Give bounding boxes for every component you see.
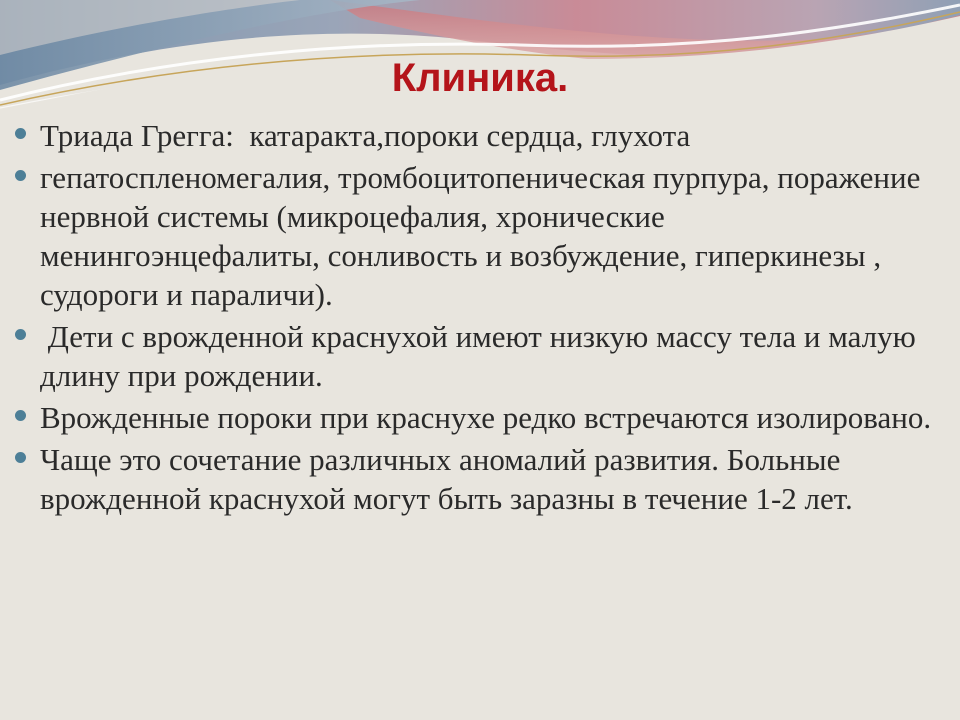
bullet-item (14, 440, 944, 518)
bullet-item (14, 398, 944, 437)
slide-title: Клиника. (391, 56, 569, 100)
bullet-text: Врожденные пороки при краснухе редко встречаются изолировано. (40, 400, 932, 435)
bullet-item (14, 116, 944, 155)
bullet-dot-icon (15, 452, 26, 463)
bullet-item (14, 317, 944, 395)
bullet-text: Триада Грегга: катаракта,пороки сердца, глухота (40, 118, 691, 153)
bullet-item (14, 158, 944, 314)
bullet-dot-icon (15, 329, 26, 340)
bullet-text: Чаще это сочетание различных аномалий развития. Больные врожденной краснухой могут быть заразны в течение 1-2 лет. (40, 442, 853, 516)
bullet-list (14, 116, 944, 521)
bullet-dot-icon (15, 128, 26, 139)
bullet-text: гепатоспленомегалия, тромбоцитопеническая пурпура, поражение нервной системы (микроцефалия, хронические менингоэнцефалиты, сонливость и возбуждение, гиперкинезы , судороги и параличи). (40, 160, 929, 312)
bullet-text: Дети с врожденной краснухой имеют низкую массу тела и малую длину при рождении. (40, 319, 924, 393)
bullet-dot-icon (15, 170, 26, 181)
bullet-dot-icon (15, 410, 26, 421)
